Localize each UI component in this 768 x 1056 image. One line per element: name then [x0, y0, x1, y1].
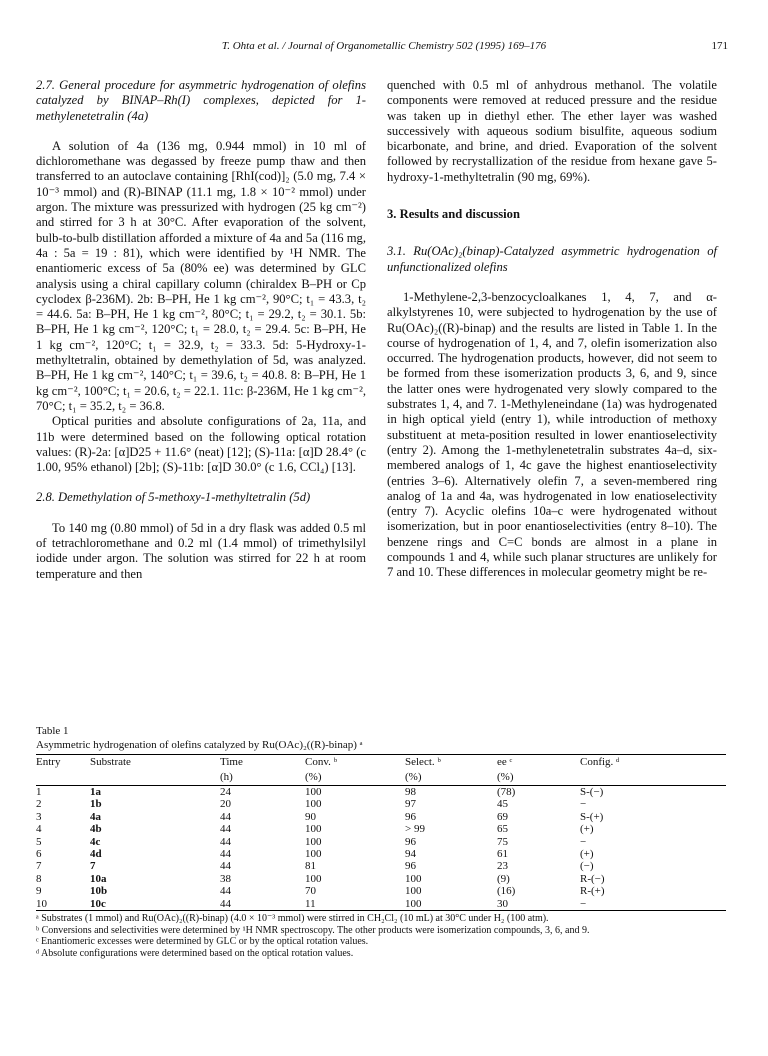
table-cell: (+) — [580, 823, 594, 836]
table-cell: 9 — [36, 885, 42, 898]
table-cell: 94 — [405, 848, 416, 861]
left-column — [36, 78, 366, 582]
table-cell: > 99 — [405, 823, 425, 836]
unit-substrate — [90, 770, 220, 786]
table-label: Table 1 — [36, 725, 69, 737]
table-cell: 7 — [36, 860, 42, 873]
table-cell: 23 — [497, 860, 508, 873]
table-cell: 97 — [405, 798, 416, 811]
table-cell: 100 — [305, 786, 322, 798]
table-cell: S-(−) — [580, 786, 604, 798]
table-cell: 5 — [36, 835, 42, 848]
running-title: T. Ohta et al. / Journal of Organometallic Chemistry 502 (1995) 169–176 — [221, 40, 547, 52]
page-number: 171 — [711, 40, 728, 52]
right-column — [387, 78, 717, 581]
table-cell: 10b — [90, 885, 108, 898]
section-3-title: 3. Results and discussion — [387, 207, 520, 222]
table-cell: 8 — [36, 872, 42, 885]
col-header-time: Time — [220, 755, 305, 771]
table-cell: 4 — [36, 823, 42, 836]
table-cell: 75 — [497, 835, 508, 848]
table-footnote: ᵃ Substrates (1 mmol) and Ru(OAc)₂((R)-binap) (4.0 × 10⁻³ mmol) were stirred in CH₂Cl₂ (10 mL) at 30°C under H₂ (100 atm). — [36, 913, 549, 925]
table-body — [36, 786, 726, 911]
table-cell: 20 — [220, 798, 231, 811]
table-row — [36, 848, 726, 860]
unit-time: (h) — [220, 770, 305, 786]
table-cell: 38 — [220, 872, 231, 885]
table-row — [36, 786, 726, 799]
section-3-1-paragraph-1: 1-Methylene-2,3-benzocycloalkanes 1, 4, 7, and α-alkylstyrenes 10, were subjected to hydrogenation by the use of Ru(OAc)₂((R)-binap) and the results are listed in Table 1. In the course of hydrogenation of 1, 4, and 7, olefin isomerization also occurred. The hydrogenation products, however, did not seem to be formed from these isomerization products 3, 6, and 9, since the latter ones were hydrogenated very slowly compared to the substrates 1, 4, and 7. 1-Methyleneindane (1a) was hydrogenated in high optical yield (entry 1), while introduction of methoxy substituent at meta-position resulted in lower enantioselectivity (entry 2). Among the 1-methylenetetralin substrates 4a–d, six-membered analogs of 1, 4c gave the highest enantioselectivity (entries 3–6). Alternatively olefin 7, a seven-membered ring analog of 1a and 4a, was hydrogenated in low enatioselectivity (entry 7). Acyclic olefins 10a–c were hydrogenated without isomerization, but in poor enantioselectivities (entry 8–10). The benzene rings and C=C bonds are almost in a plane in compounds 1 and 4, while such planar structures are unlikely for 7 and 10. These differences in molecular geometry might be re- — [387, 289, 717, 580]
table-footnotes — [36, 913, 726, 959]
unit-conversion: (%) — [305, 770, 405, 786]
table-cell: 100 — [405, 898, 497, 911]
table-units-row — [36, 770, 726, 786]
unit-config — [580, 770, 726, 786]
table-footnote: ᵇ Conversions and selectivities were determined by ¹H NMR spectroscopy. The other products were isomerization compounds, 3, 6, and 9. — [36, 924, 590, 936]
section-2-8-paragraph-1: To 140 mg (0.80 mmol) of 5d in a dry flask was added 0.5 ml of tetrachloromethane and 0.2 ml (1.4 mmol) of trimethylsilyl iodide under argon. The solution was stirred for 22 h at room temperature and then — [36, 520, 366, 581]
table-1 — [36, 724, 726, 959]
table-cell: 70 — [305, 885, 316, 898]
table-cell: 10a — [90, 872, 107, 885]
table-cell: 4c — [90, 835, 101, 848]
table-row — [36, 836, 726, 848]
table-cell: 1a — [90, 786, 101, 798]
section-2-8-title: 2.8. Demethylation of 5-methoxy-1-methyltetralin (5d) — [36, 490, 311, 505]
section-2-7-paragraph-2: Optical purities and absolute configurations of 2a, 11a, and 11b were determined based on the following optical rotation values: (R)-2a: [α]D25 + 11.6° (neat) [12]; (S)-11a: [α]D 28.4° (c 1.00, 95% ethanol) [2b]; (S)-11b: [α]D 30.0° (c 1.6, CCl₄) [13]. — [36, 414, 366, 475]
table-cell: 61 — [497, 848, 508, 861]
table-cell: 100 — [305, 798, 322, 811]
table-cell: 81 — [305, 860, 316, 873]
table-cell: 44 — [220, 810, 231, 823]
table-cell: 44 — [220, 898, 305, 911]
running-header — [0, 40, 768, 56]
table-cell: 44 — [220, 848, 231, 861]
table-cell: 100 — [305, 823, 322, 836]
table-cell: − — [580, 798, 587, 811]
section-3-1-title: 3.1. Ru(OAc)₂(binap)-Catalyzed asymmetric hydrogenation of unfunctionalized olefins — [387, 244, 717, 274]
table-cell: 6 — [36, 848, 42, 861]
table-cell: 98 — [405, 786, 416, 798]
table-row — [36, 798, 726, 810]
table-footnote: ᶜ Enantiomeric excesses were determined by GLC or by the optical rotation values. — [36, 936, 369, 948]
table-cell: 100 — [305, 835, 322, 848]
col-header-substrate: Substrate — [90, 755, 220, 771]
table-caption: Asymmetric hydrogenation of olefins catalyzed by Ru(OAc)₂((R)-binap) ᵃ — [36, 739, 363, 751]
table-cell: (−) — [580, 860, 594, 873]
table-cell: R-(−) — [580, 872, 605, 885]
table-cell: 96 — [405, 860, 416, 873]
table-footnote: ᵈ Absolute configurations were determined based on the optical rotation values. — [36, 947, 354, 959]
table-cell: 44 — [220, 860, 231, 873]
table-cell: 4d — [90, 848, 102, 861]
col-header-conversion: Conv. ᵇ — [305, 755, 405, 771]
table-cell: 44 — [220, 835, 231, 848]
table-cell: − — [580, 835, 587, 848]
unit-ee: (%) — [497, 770, 580, 786]
col-header-config: Config. ᵈ — [580, 755, 726, 771]
table-cell: 65 — [497, 823, 508, 836]
table-cell: S-(+) — [580, 810, 604, 823]
continued-paragraph: quenched with 0.5 ml of anhydrous methanol. The volatile components were removed at reduced pressure and the residue was taken up in diethyl ether. The ether layer was washed successively with aqueous sodium bisulfite, aqueous sodium bicarbonate, and brine, and dried. Evaporation of the solvent followed by recrystallization of the residue from hexane gave 5-hydroxy-1-methyltetralin (90 mg, 69%). — [387, 78, 717, 184]
unit-selectivity: (%) — [405, 770, 497, 786]
table-cell: 1 — [36, 786, 42, 798]
table-cell: 45 — [497, 798, 508, 811]
unit-entry — [36, 770, 90, 786]
table-cell: R-(+) — [580, 885, 605, 898]
table-cell: 100 — [405, 885, 422, 898]
table-cell: (78) — [497, 786, 516, 798]
table-cell: 44 — [220, 823, 231, 836]
table-cell: 10c — [90, 898, 220, 911]
table-cell: 2 — [36, 798, 42, 811]
table-cell: 30 — [497, 898, 580, 911]
table-cell: 10 — [36, 898, 90, 911]
table-cell: − — [580, 898, 726, 911]
table-cell: 7 — [90, 860, 96, 873]
table-cell: 44 — [220, 885, 231, 898]
table-cell: 100 — [305, 848, 322, 861]
table-cell: 90 — [305, 810, 316, 823]
table-cell: 69 — [497, 810, 508, 823]
table-cell: 100 — [305, 872, 322, 885]
table-cell: 1b — [90, 798, 102, 811]
table-row — [36, 898, 726, 911]
table-cell: (9) — [497, 872, 510, 885]
table-row — [36, 885, 726, 897]
table-cell: 11 — [305, 898, 405, 911]
table-cell: 3 — [36, 810, 42, 823]
table-cell: 4b — [90, 823, 102, 836]
table-cell: 100 — [405, 872, 422, 885]
table-row — [36, 823, 726, 835]
section-2-7-paragraph-1: A solution of 4a (136 mg, 0.944 mmol) in 10 ml of dichloromethane was degassed by freeze pump thaw and then transferred to an autoclave containing [RhI(cod)]₂ (5.0 mg, 7.4 × 10⁻³ mmol) and (R)-BINAP (11.1 mg, 1.8 × 10⁻² mmol) under argon. The mixture was pressurized with hydrogen (25 kg cm⁻²) and stirred for 3 h at 30°C. After evaporation of the solvent, bulb-to-bulb distillation afforded a mixture of 4a and 5a (116 mg, 4a : 5a = 19 : 81), which were identified by ¹H NMR. The enantiomeric excess of 5a (80% ee) was determined by GLC analysis using a chiral capillary column (chiraldex B–PH or Cp cyclodex β-236M). 2b: B–PH, He 1 kg cm⁻², 90°C; t₁ = 43.3, t₂ = 44.6. 5a: B–PH, He 1 kg cm⁻², 80°C; t₁ = 29.2, t₂ = 30.1. 5b: B–PH, He 1 kg cm⁻², 120°C; t₁ = 28.0, t₂ = 29.4. 5c: B–PH, He 1 kg cm⁻², 120°C; t₁ = 32.9, t₂ = 33.3. 5d: 5-Hydroxy-1-methyltetralin, obtained by demethylation of 5d, was analyzed. B–PH, He 1 kg cm⁻², 140°C; t₁ = 39.6, t₂ = 40.8. 8: B–PH, He 1 kg cm⁻², 100°C; t₁ = 20.6, t₂ = 22.1. 11c: β-236M, He 1 kg cm⁻², 70°C; t₁ = 35.2, t₂ = 36.8. — [36, 138, 366, 413]
table-row — [36, 873, 726, 885]
col-header-entry: Entry — [36, 755, 90, 771]
table-header-row — [36, 755, 726, 771]
table-cell: (+) — [580, 848, 594, 861]
table-cell: 24 — [220, 786, 231, 798]
table-cell: 96 — [405, 810, 416, 823]
table-cell: (16) — [497, 885, 516, 898]
table-cell: 96 — [405, 835, 416, 848]
table-row — [36, 811, 726, 823]
table-row — [36, 860, 726, 872]
col-header-ee: ee ᶜ — [497, 755, 580, 771]
table-cell: 4a — [90, 810, 101, 823]
section-2-7-title: 2.7. General procedure for asymmetric hydrogenation of olefins catalyzed by BINAP–Rh(I) complexes, depicted for 1-methylenetetralin (4a) — [36, 78, 366, 123]
results-table — [36, 754, 726, 911]
col-header-selectivity: Select. ᵇ — [405, 755, 497, 771]
